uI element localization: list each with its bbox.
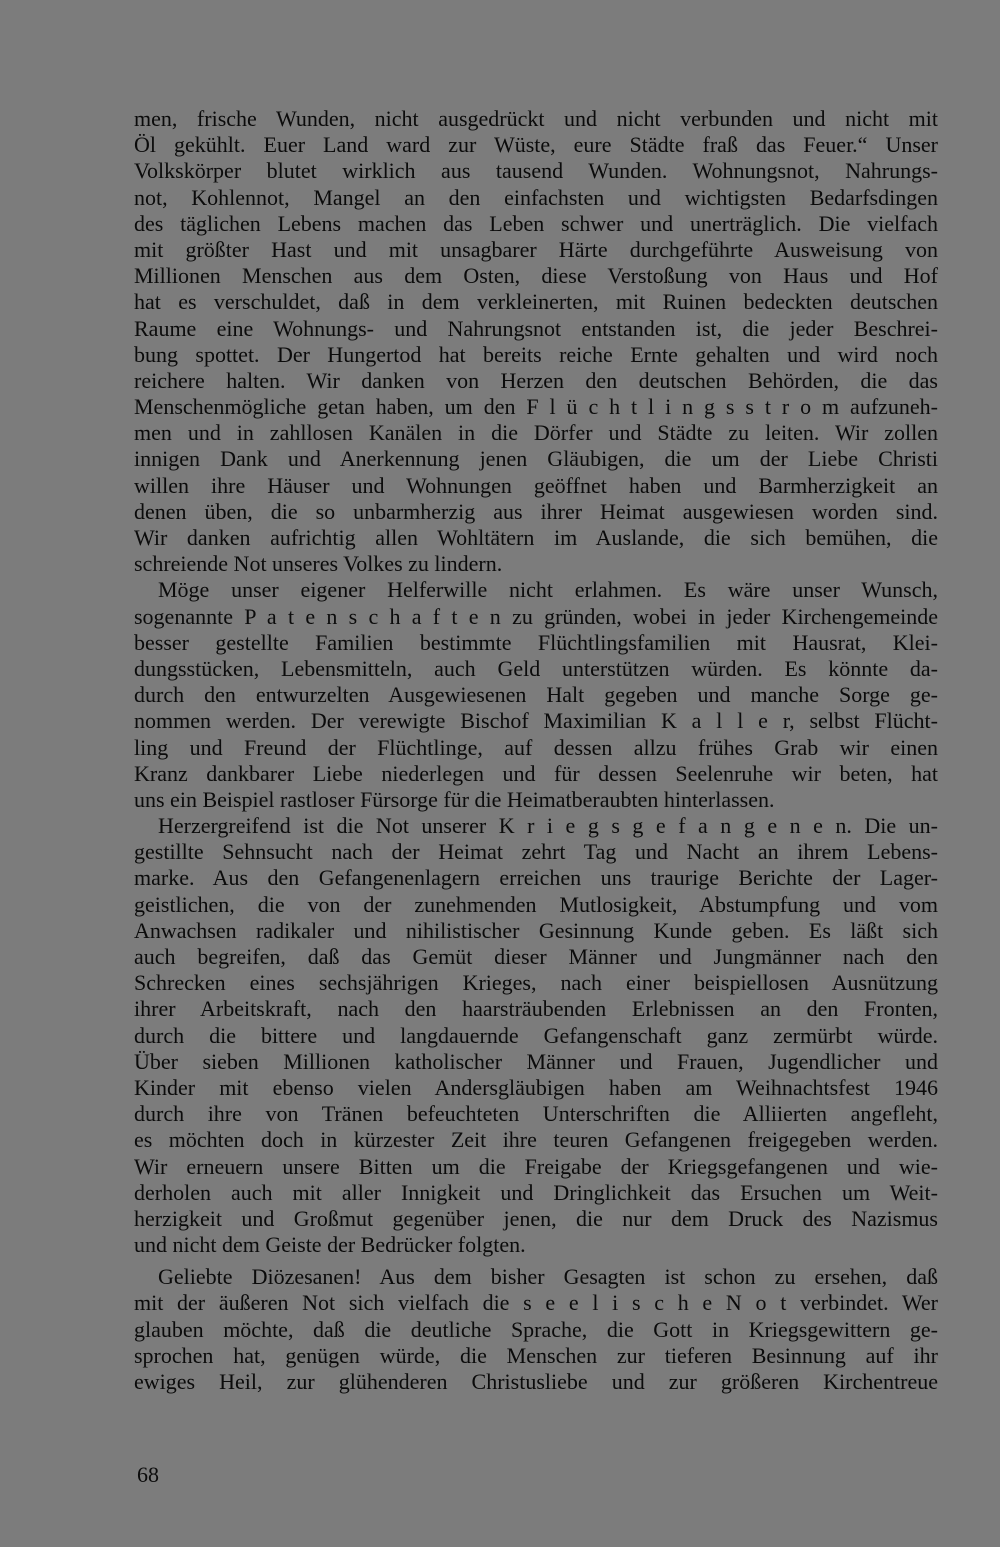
text-line: Raume eine Wohnungs- und Nahrungsnot entstanden ist, die jeder Beschrei- [134,315,938,341]
text-line: reichere halten. Wir danken von Herzen den deutschen Behörden, die das [134,367,938,393]
body-text [134,106,938,1395]
text-line: herzigkeit und Großmut gegenüber jenen, die nur dem Druck des Nazismus [134,1205,938,1231]
text-line: Über sieben Millionen katholischer Männer und Frauen, Jugendlicher und [134,1048,938,1074]
text-line: Millionen Menschen aus dem Osten, diese Verstoßung von Haus und Hof [134,263,938,289]
paragraph-1 [134,106,938,577]
text-line: Öl gekühlt. Euer Land ward zur Wüste, eure Städte fraß das Feuer.“ Unser [134,132,938,158]
text-line: mit größter Hast und mit unsagbarer Härte durchgeführte Ausweisung von [134,236,938,262]
text-line: Herzergreifend ist die Not unserer K r i e g s g e f a n g e n e n. Die un- [158,813,938,839]
text-line: besser gestellte Familien bestimmte Flüchtlingsfamilien mit Hausrat, Klei- [134,629,938,655]
text-line: durch den entwurzelten Ausgewiesenen Halt gegeben und manche Sorge ge- [134,682,938,708]
text-line: denen üben, die so unbarmherzig aus ihrer Heimat ausgewiesen worden sind. [134,498,938,524]
text-line: marke. Aus den Gefangenenlagern erreichen uns traurige Berichte der Lager- [134,865,938,891]
text-line: durch ihre von Tränen befeuchteten Unterschriften die Alliierten angefleht, [134,1101,938,1127]
text-line: glauben möchte, daß die deutliche Sprache, die Gott in Kriegsgewittern ge- [134,1316,938,1342]
text-line: ling und Freund der Flüchtlinge, auf dessen allzu frühes Grab wir einen [134,734,938,760]
text-line: willen ihre Häuser und Wohnungen geöffnet haben und Barmherzigkeit an [134,472,938,498]
text-line: und nicht dem Geiste der Bedrücker folgten. [134,1232,526,1258]
text-line: Kinder mit ebenso vielen Andersgläubigen haben am Weihnachtsfest 1946 [134,1074,938,1100]
text-line: Wir danken aufrichtig allen Wohltätern im Auslande, die sich bemühen, die [134,525,938,550]
text-line: durch die bittere und langdauernde Gefangenschaft ganz zermürbt würde. [134,1022,938,1048]
text-line: ihrer Arbeitskraft, nach den haarsträubenden Erlebnissen an den Fronten, [134,996,938,1022]
text-line: ewiges Heil, zur glühenderen Christusliebe und zur größeren Kirchentreue [134,1369,938,1394]
text-line: auch begreifen, daß das Gemüt dieser Männer und Jungmänner nach den [134,944,938,969]
text-line: sprochen hat, genügen würde, die Menschen zur tieferen Besinnung auf ihr [134,1342,938,1368]
paragraph-4 [134,1264,938,1395]
paragraph-3 [134,813,938,1258]
text-line: derholen auch mit aller Innigkeit und Dringlichkeit das Ersuchen um Weit- [134,1179,938,1205]
text-line: not, Kohlennot, Mangel an den einfachsten und wichtigsten Bedarfsdingen [134,184,938,210]
text-line: Volkskörper blutet wirklich aus tausend Wunden. Wohnungsnot, Nahrungs- [134,158,938,184]
paragraph-2 [134,577,938,813]
text-line: es möchten doch in kürzester Zeit ihre teuren Gefangenen freigegeben werden. [134,1127,938,1153]
page-number: 68 [137,1462,159,1487]
text-line: Möge unser eigener Helferwille nicht erlahmen. Es wäre unser Wunsch, [158,577,938,603]
text-line: Kranz dankbarer Liebe niederlegen und für dessen Seelenruhe wir beten, hat [134,760,938,786]
text-line: nommen werden. Der verewigte Bischof Maximilian K a l l e r, selbst Flücht- [134,708,938,734]
text-line: Geliebte Diözesanen! Aus dem bisher Gesagten ist schon zu ersehen, daß [158,1264,938,1290]
text-line: Wir erneuern unsere Bitten um die Freigabe der Kriegsgefangenen und wie- [134,1153,938,1179]
text-line: gestillte Sehnsucht nach der Heimat zehrt Tag und Nacht an ihrem Lebens- [134,839,938,865]
text-line: des täglichen Lebens machen das Leben schwer und unerträglich. Die vielfach [134,210,938,236]
text-line: Menschenmögliche getan haben, um den F l ü c h t l i n g s s t r o m aufzuneh- [134,394,938,420]
text-line: bung spottet. Der Hungertod hat bereits reiche Ernte gehalten und wird noch [134,341,938,367]
text-line: mit der äußeren Not sich vielfach die s e e l i s c h e N o t verbindet. Wer [134,1290,938,1316]
text-line: sogenannte P a t e n s c h a f t e n zu gründen, wobei in jeder Kirchengemeinde [134,603,938,629]
text-line: Anwachsen radikaler und nihilistischer Gesinnung Kunde geben. Es läßt sich [134,917,938,943]
text-line: geistlichen, die von der zunehmenden Mutlosigkeit, Abstumpfung und vom [134,891,938,917]
text-line: uns ein Beispiel rastloser Fürsorge für die Heimatberaubten hinterlassen. [134,786,775,812]
text-line: hat es verschuldet, daß in dem verkleinerten, mit Ruinen bedeckten deutschen [134,289,938,315]
text-line: men, frische Wunden, nicht ausgedrückt und nicht verbunden und nicht mit [134,106,938,131]
text-line: Schrecken eines sechsjährigen Krieges, nach einer beispiellosen Ausnützung [134,970,938,996]
text-line: innigen Dank und Anerkennung jenen Gläubigen, die um der Liebe Christi [134,446,938,472]
text-line: men und in zahllosen Kanälen in die Dörfer und Städte zu leiten. Wir zollen [134,420,938,446]
text-line: dungsstücken, Lebensmitteln, auch Geld unterstützen würden. Es könnte da- [134,655,938,681]
text-line: schreiende Not unseres Volkes zu lindern. [134,551,503,577]
